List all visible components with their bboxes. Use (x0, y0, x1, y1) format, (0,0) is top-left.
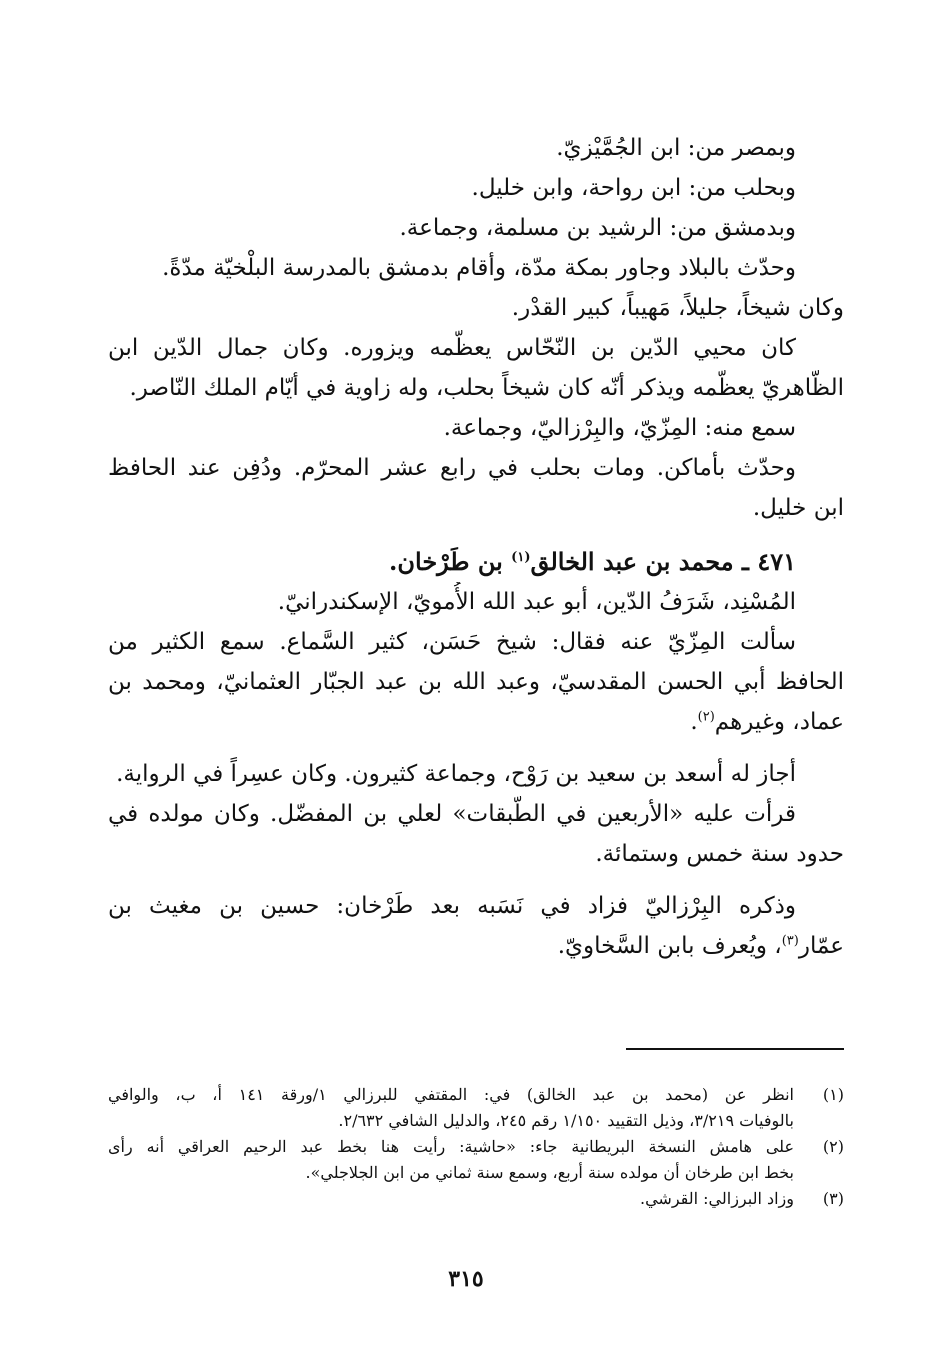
footnote-ref: (٣) (781, 933, 799, 949)
footnote-line: انظر عن (محمد بن عبد الخالق) في: المقتفي للبرزالي ١/ورقة ١٤١ أ، ب، والوافي (108, 1085, 794, 1104)
text-line: سألت المِزّيّ عنه فقال: شيخ حَسَن، كثير السَّماع. سمع الكثير من (108, 629, 796, 655)
page-number: ٣١٥ (448, 1266, 484, 1292)
main-text (108, 128, 844, 966)
entry-heading-end: بن طَرْخان. (389, 547, 512, 576)
footnote (108, 1082, 844, 1134)
text-line: أجاز له أسعد بن سعيد بن رَوْح، وجماعة كثيرون. وكان عسِراً في الرواية. (116, 761, 796, 787)
text-line: كان محيي الدّين بن النّحّاس يعظّمه ويزوره. وكان جمال الدّين ابن (108, 335, 796, 361)
text-line: وحدّث بالبلاد وجاور بمكة مدّة، وأقام بدمشق بالمدرسة البلْخيّة مدّةً. (162, 255, 796, 281)
text-line: قرأت عليه «الأربعين في الطّبقات» لعلي بن المفضّل. وكان مولده في (108, 801, 796, 827)
footnote-separator (626, 1048, 844, 1050)
footnotes (108, 1082, 844, 1212)
footnote-ref: (٢) (697, 709, 715, 725)
footnote-text (108, 1082, 794, 1134)
text-line: سمع منه: المِزّيّ، والبِرْزاليّ، وجماعة. (443, 415, 796, 441)
text-line: وبمصر من: ابن الجُمَّيْزيّ. (556, 135, 796, 161)
text-line (108, 702, 844, 742)
text-line (108, 926, 844, 966)
text-line: وحدّث بأماكن. ومات بحلب في رابع عشر المحرّم. ودُفِن عند الحافظ (108, 455, 796, 481)
footnote-line: وزاد البرزالي: القرشي. (639, 1189, 794, 1208)
footnote-line: بخط ابن طرخان أن مولده سنة أربع، وسمع سنة ثماني من ابن الجلاجلي». (305, 1163, 794, 1182)
text-line: الحافظ أبي الحسن المقدسيّ، وعبد الله بن عبد الجبّار العثمانيّ، ومحمد بن (108, 669, 844, 695)
footnote (108, 1186, 844, 1212)
text-line: المُسْنِد، شَرَفُ الدّين، أبو عبد الله الأُمويّ، الإسكندرانيّ. (277, 589, 796, 615)
text-line: وبحلب من: ابن رواحة، وابن خليل. (471, 175, 796, 201)
text-segment: عماد، وغيرهم (714, 709, 844, 735)
footnote (108, 1134, 844, 1186)
footnote-ref: (١) (511, 550, 531, 565)
footnote-text (108, 1134, 794, 1186)
text-line: وذكره البِرْزاليّ فزاد في نَسَبه بعد طَرْخان: حسين بن مغيث بن (108, 893, 796, 919)
entry-heading-name: ٤٧١ ـ محمد بن عبد الخالق (530, 547, 796, 576)
footnote-number: (٣) (822, 1189, 844, 1208)
footnote-line: بالوفيات ٣/٢١٩، وذيل التقييد ١/١٥٠ رقم ٢٤٥، والدليل الشافي ٢/٦٣٢. (338, 1111, 794, 1130)
footnote-line: على هامش النسخة البريطانية جاء: «حاشية: رأيت هنا بخط عبد الرحيم العراقي أنه رأى (108, 1137, 794, 1156)
text-line: وبدمشق من: الرشيد بن مسلمة، وجماعة. (399, 215, 796, 241)
text-line: الظّاهريّ يعظّمه ويذكر أنّه كان شيخاً بحلب، وله زاوية في أيّام الملك النّاصر. (129, 375, 844, 401)
text-line: وكان شيخاً، جليلاً، مَهيباً، كبير القدْر. (511, 295, 844, 321)
footnote-number: (١) (822, 1085, 844, 1104)
text-line: ابن خليل. (752, 495, 844, 521)
text-line: حدود سنة خمس وستمائة. (595, 841, 844, 867)
text-segment: ، ويُعرف بابن السَّخاويّ. (557, 933, 782, 959)
entry-heading (108, 542, 844, 582)
text-segment: عمّار (798, 933, 844, 959)
footnote-number: (٢) (822, 1137, 844, 1156)
footnote-text (108, 1186, 794, 1212)
text-segment: . (690, 709, 698, 735)
